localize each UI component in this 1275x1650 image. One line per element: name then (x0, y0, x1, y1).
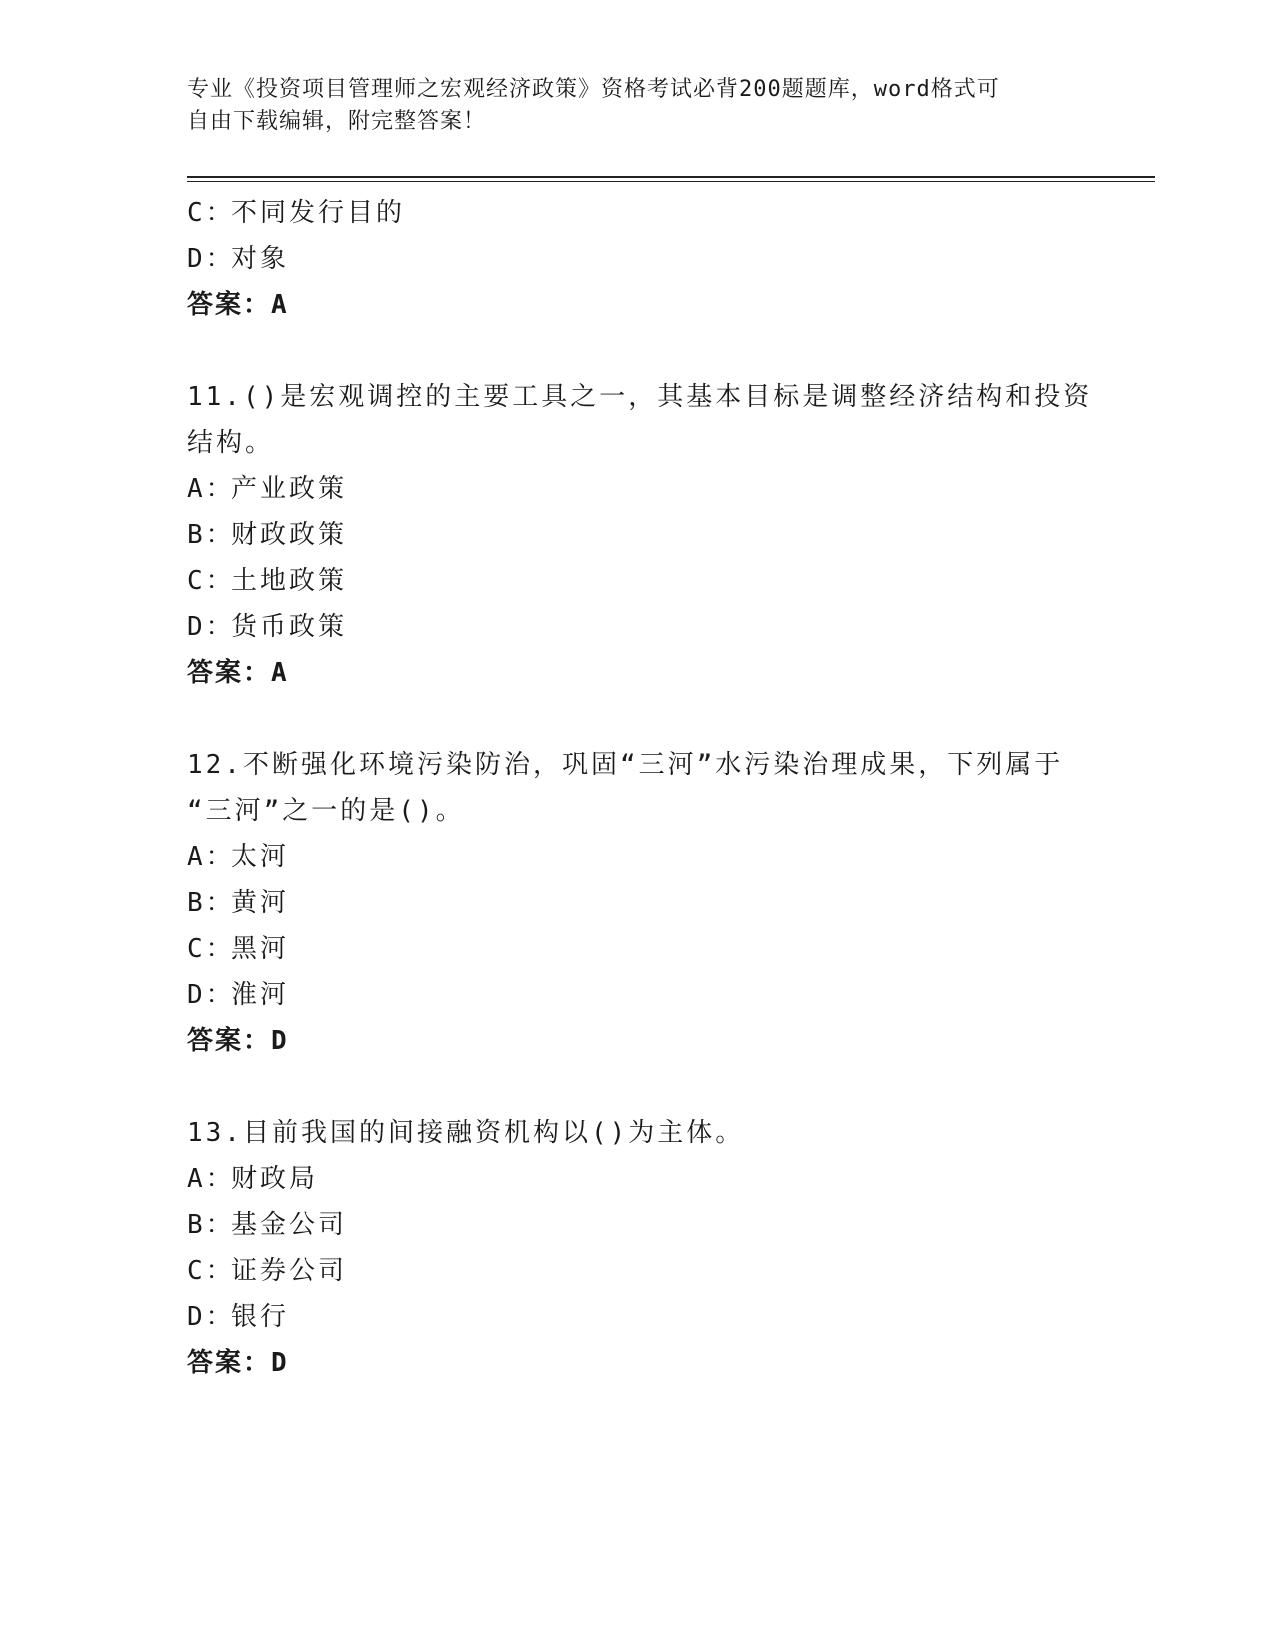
option-text: 货币政策 (231, 612, 348, 642)
option-c (187, 926, 1087, 972)
question-10-tail (187, 190, 1087, 328)
option-letter: C： (187, 566, 235, 596)
option-d (187, 604, 1087, 650)
option-c (187, 1248, 1087, 1294)
option-text: 不同发行目的 (231, 198, 406, 228)
option-b (187, 512, 1087, 558)
option-b (187, 1202, 1087, 1248)
option-a (187, 834, 1087, 880)
option-letter: C： (187, 1256, 235, 1286)
option-a (187, 466, 1087, 512)
option-text: 银行 (231, 1302, 290, 1332)
option-letter: B： (187, 520, 235, 550)
answer-line: 答案：A (187, 658, 289, 688)
question-stem-line-1: 13.目前我国的间接融资机构以()为主体。 (187, 1118, 745, 1148)
question-12 (187, 742, 1087, 1064)
option-letter: A： (187, 1164, 235, 1194)
option-c (187, 558, 1087, 604)
option-a (187, 1156, 1087, 1202)
spacer (187, 696, 1087, 742)
answer-line: 答案：D (187, 1348, 289, 1378)
answer-line: 答案：A (187, 290, 289, 320)
question-stem-line-2: “三河”之一的是()。 (187, 796, 465, 826)
option-text: 淮河 (231, 980, 290, 1010)
option-c (187, 190, 1087, 236)
option-d (187, 972, 1087, 1018)
option-text: 财政局 (231, 1164, 319, 1194)
question-stem-line-1: 12.不断强化环境污染防治，巩固“三河”水污染治理成果，下列属于 (187, 750, 1064, 780)
document-header (187, 74, 1087, 138)
option-text: 黄河 (231, 888, 290, 918)
option-text: 证券公司 (231, 1256, 348, 1286)
option-letter: C： (187, 198, 235, 228)
header-title-line-1: 专业《投资项目管理师之宏观经济政策》资格考试必背200题题库，word格式可 (187, 77, 1000, 102)
question-stem-line-2: 结构。 (187, 428, 275, 458)
spacer (187, 1064, 1087, 1110)
option-text: 财政政策 (231, 520, 348, 550)
option-letter: D： (187, 612, 235, 642)
question-11 (187, 374, 1093, 696)
option-letter: B： (187, 888, 235, 918)
option-letter: A： (187, 474, 235, 504)
spacer (187, 328, 1087, 374)
question-list (187, 190, 1093, 1386)
question-13 (187, 1110, 1087, 1386)
header-title-line-2: 自由下载编辑，附完整答案！ (187, 109, 487, 134)
option-text: 土地政策 (231, 566, 348, 596)
option-letter: B： (187, 1210, 235, 1240)
option-text: 太河 (231, 842, 290, 872)
option-letter: D： (187, 244, 235, 274)
option-d (187, 1294, 1087, 1340)
option-text: 黑河 (231, 934, 290, 964)
option-b (187, 880, 1087, 926)
option-letter: A： (187, 842, 235, 872)
option-letter: D： (187, 1302, 235, 1332)
option-text: 基金公司 (231, 1210, 348, 1240)
header-divider (187, 176, 1155, 182)
option-d (187, 236, 1087, 282)
answer-line: 答案：D (187, 1026, 289, 1056)
question-stem-line-1: 11.()是宏观调控的主要工具之一，其基本目标是调整经济结构和投资 (187, 382, 1093, 412)
option-letter: D： (187, 980, 235, 1010)
option-letter: C： (187, 934, 235, 964)
option-text: 产业政策 (231, 474, 348, 504)
option-text: 对象 (231, 244, 290, 274)
